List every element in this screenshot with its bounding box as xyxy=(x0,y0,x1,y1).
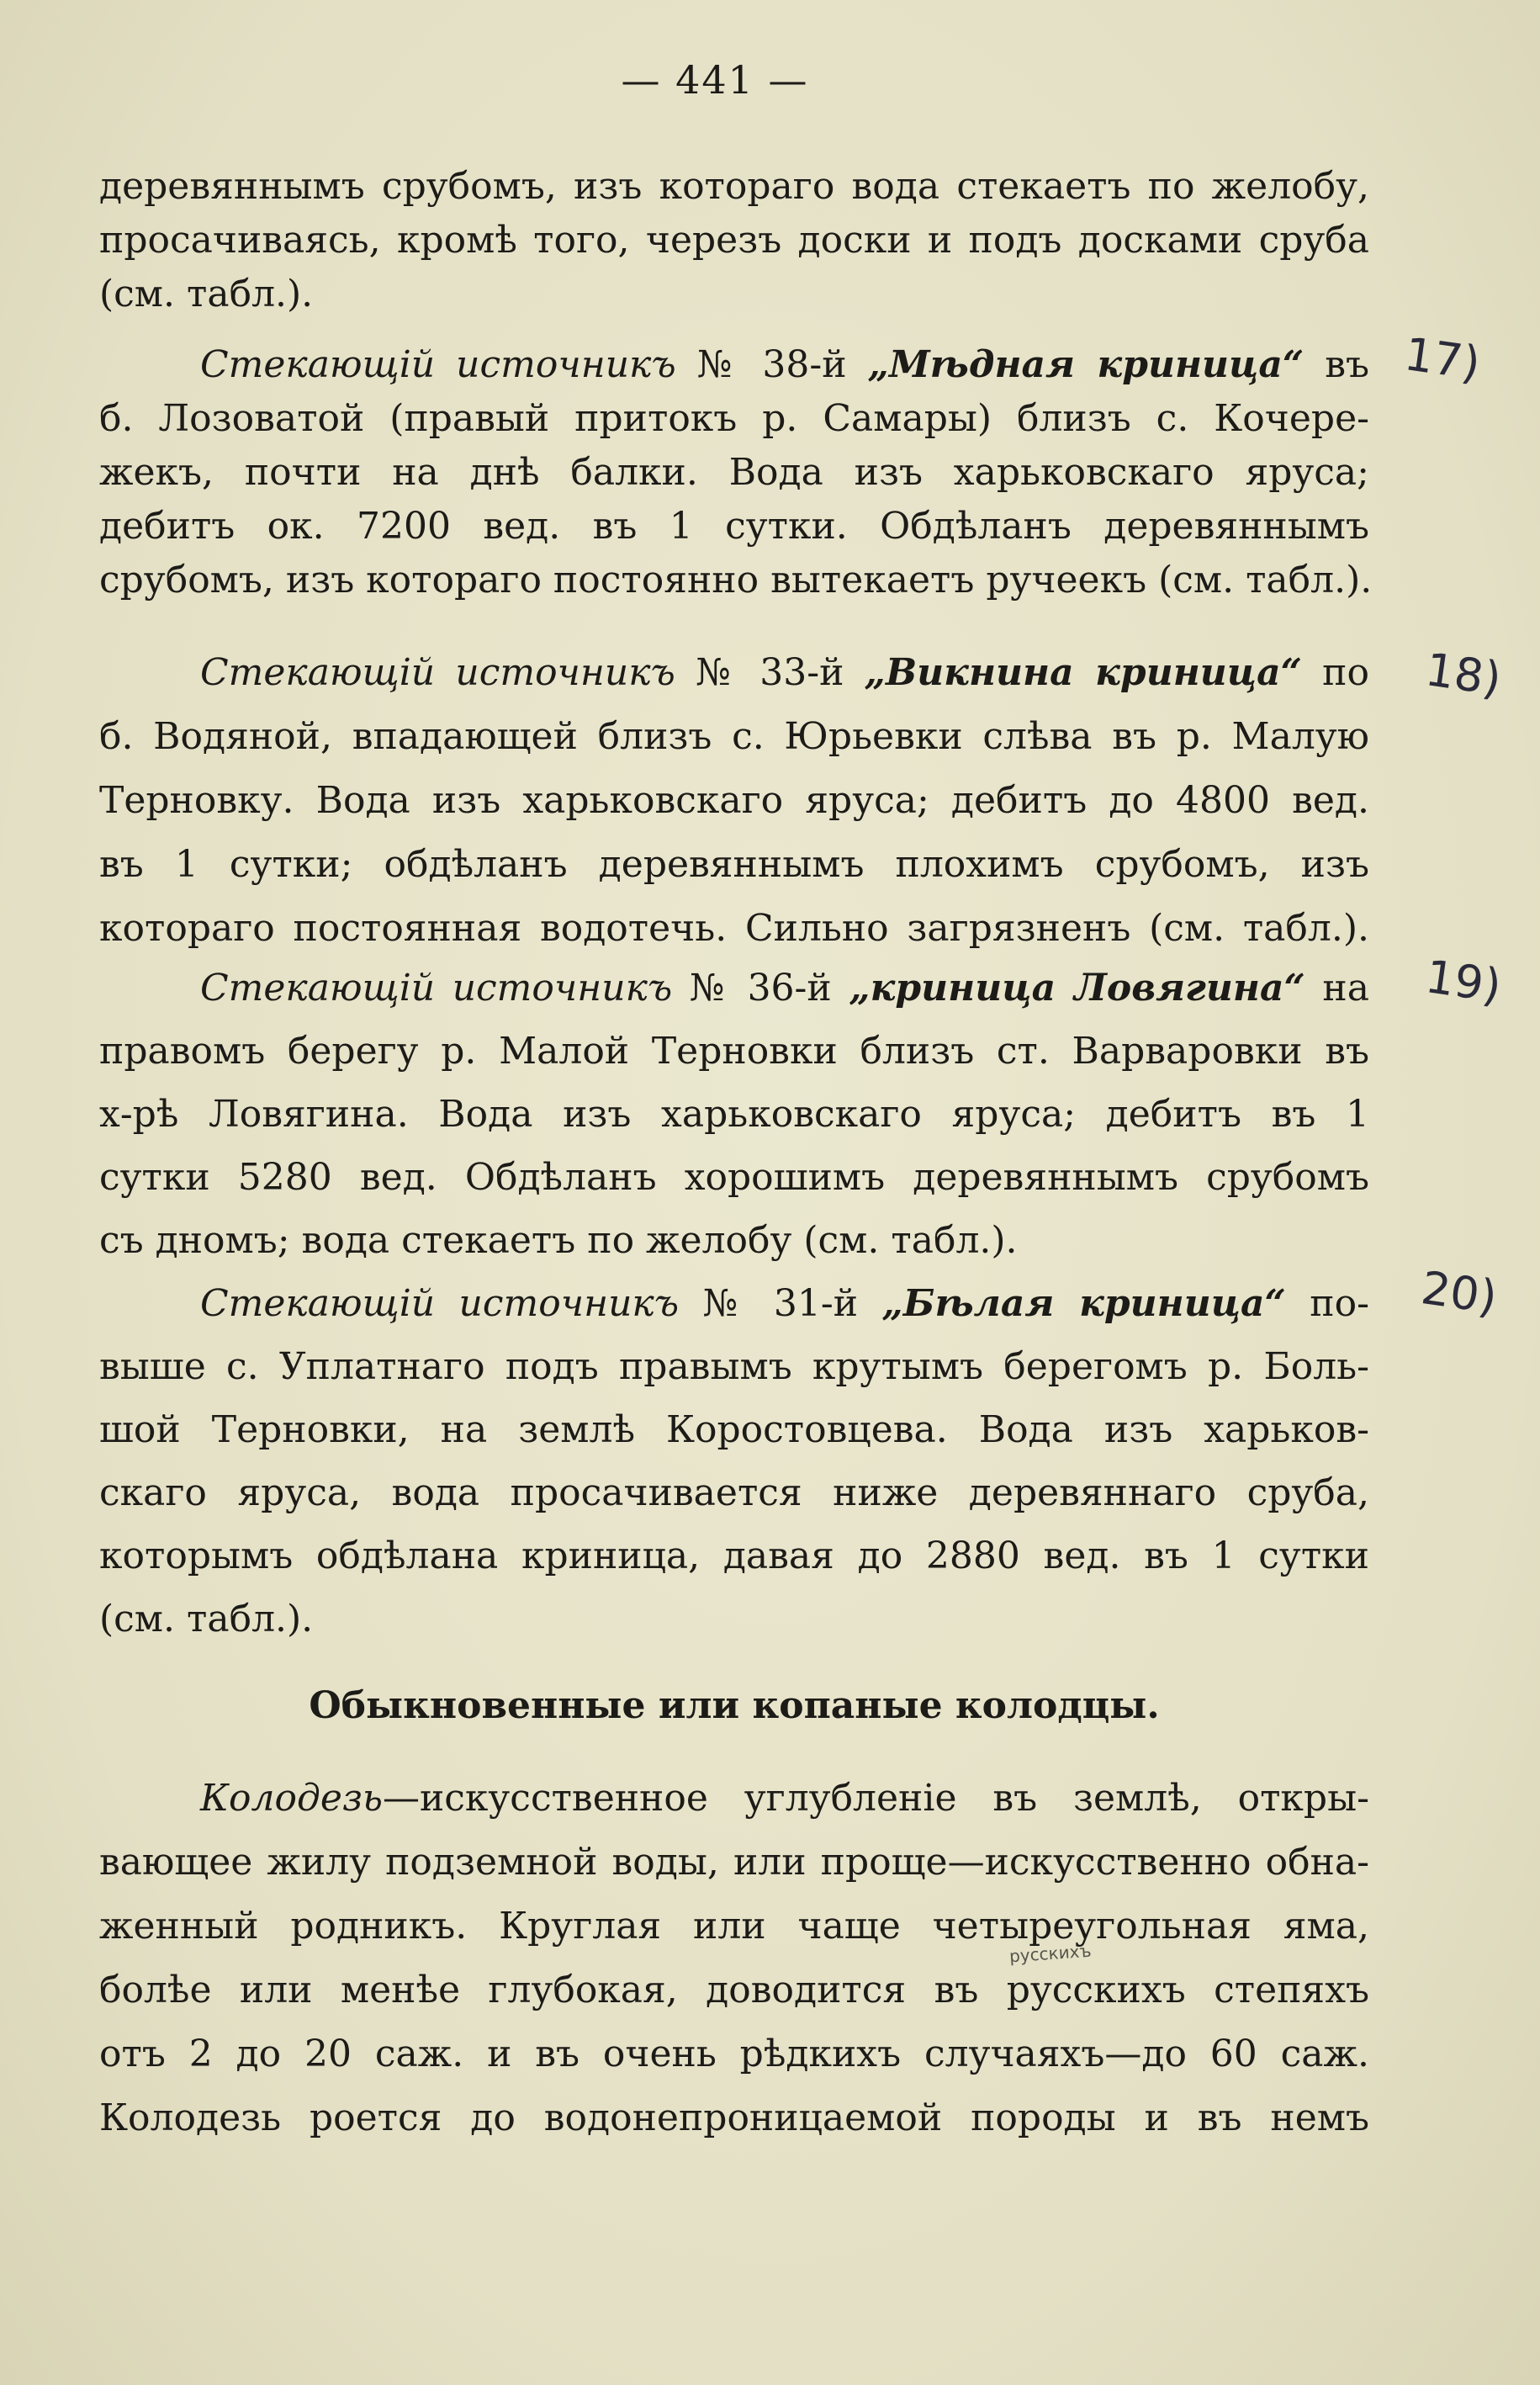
source-name: „криница Ловягина“ xyxy=(849,967,1305,1010)
text-line: х-рѣ Ловягина. Вода изъ харьковскаго яруса; дебитъ въ 1 xyxy=(99,1093,1369,1136)
source-name: „Бѣлая криница“ xyxy=(881,1282,1286,1325)
text-line: болѣе или менѣе глубокая, доводится въ русскихъ степяхъ xyxy=(99,1969,1369,2011)
text-line: отъ 2 до 20 саж. и въ очень рѣдкихъ случаяхъ—до 60 саж. xyxy=(99,2033,1369,2075)
source-name: „Викнина криница“ xyxy=(864,651,1302,694)
source-number: № 33-й xyxy=(696,651,844,694)
source-lead: Стекающій источникъ xyxy=(200,651,675,694)
margin-note-20: 20) xyxy=(1418,1261,1500,1324)
source-lead: Стекающій источникъ xyxy=(200,1282,680,1325)
text-line: правомъ берегу р. Малой Терновки близъ ст. Варваровки въ xyxy=(99,1030,1369,1073)
text-line: сутки 5280 вед. Обдѣланъ хорошимъ деревяннымъ срубомъ xyxy=(99,1156,1369,1199)
source-33-heading-line xyxy=(200,648,1369,698)
source-rest: по- xyxy=(1310,1282,1369,1325)
text-line: шой Терновки, на землѣ Коростовцева. Вода изъ харьков- xyxy=(99,1408,1369,1451)
text-line: съ дномъ; вода стекаетъ по желобу (см. табл.). xyxy=(99,1219,1018,1262)
margin-scribble: русскихъ xyxy=(1008,1940,1093,1967)
text-line: въ 1 сутки; обдѣланъ деревяннымъ плохимъ срубомъ, изъ xyxy=(99,843,1369,886)
text-line: выше с. Уплатнаго подъ правымъ крутымъ берегомъ р. Боль- xyxy=(99,1345,1369,1388)
source-number: № 38-й xyxy=(696,343,847,386)
source-31-heading-line xyxy=(200,1279,1369,1329)
text-line: просачиваясь, кромѣ того, черезъ доски и подъ досками сруба xyxy=(99,219,1369,262)
wells-first-rest: —искусственное углубленіе въ землѣ, откры- xyxy=(382,1777,1369,1820)
source-lead: Стекающій источникъ xyxy=(200,343,676,386)
margin-note-18: 18) xyxy=(1422,643,1505,706)
source-rest: по xyxy=(1322,651,1369,694)
text-line: (см. табл.). xyxy=(99,273,314,315)
text-line: срубомъ, изъ котораго постоянно вытекаетъ ручеекъ (см. табл.). xyxy=(99,559,1373,602)
text-line: котораго постоянная водотечь. Сильно загрязненъ (см. табл.). xyxy=(99,907,1369,950)
text-line: вающее жилу подземной воды, или проще—искусственно обна- xyxy=(99,1841,1369,1884)
section-heading: Обыкновенные или копаные колодцы. xyxy=(309,1684,1160,1727)
text-line: женный родникъ. Круглая или чаще четыреугольная яма, xyxy=(99,1905,1369,1948)
source-rest: въ xyxy=(1325,343,1369,386)
wells-lead: Колодезь xyxy=(200,1777,383,1820)
source-name: „Мѣдная криница“ xyxy=(867,343,1305,386)
text-line: б. Водяной, впадающей близъ с. Юрьевки слѣва въ р. Малую xyxy=(99,715,1369,758)
text-line: б. Лозоватой (правый притокъ р. Самары) близъ с. Кочере- xyxy=(99,397,1369,440)
margin-note-17: 17) xyxy=(1401,327,1484,390)
text-line: жекъ, почти на днѣ балки. Вода изъ харьковскаго яруса; xyxy=(99,451,1369,494)
text-line: скаго яруса, вода просачивается ниже деревяннаго сруба, xyxy=(99,1471,1369,1514)
source-38-heading-line xyxy=(200,340,1369,390)
source-number: № 36-й xyxy=(689,967,832,1010)
source-number: № 31-й xyxy=(702,1282,859,1325)
source-36-heading-line xyxy=(200,963,1369,1014)
text-line: Терновку. Вода изъ харьковскаго яруса; дебитъ до 4800 вед. xyxy=(99,779,1369,822)
page-number: — 441 — xyxy=(621,57,809,103)
text-line: дебитъ ок. 7200 вед. въ 1 сутки. Обдѣланъ деревяннымъ xyxy=(99,505,1369,548)
text-line: деревяннымъ срубомъ, изъ котораго вода стекаетъ по желобу, xyxy=(99,165,1369,208)
text-line: Колодезь роется до водонепроницаемой породы и въ немъ xyxy=(99,2096,1369,2139)
wells-first-line xyxy=(200,1773,1369,1824)
source-lead: Стекающій источникъ xyxy=(200,967,673,1010)
source-rest: на xyxy=(1322,967,1369,1010)
text-line: которымъ обдѣлана криница, давая до 2880 вед. въ 1 сутки xyxy=(99,1534,1369,1577)
text-line: (см. табл.). xyxy=(99,1598,314,1640)
margin-note-19: 19) xyxy=(1422,950,1505,1013)
